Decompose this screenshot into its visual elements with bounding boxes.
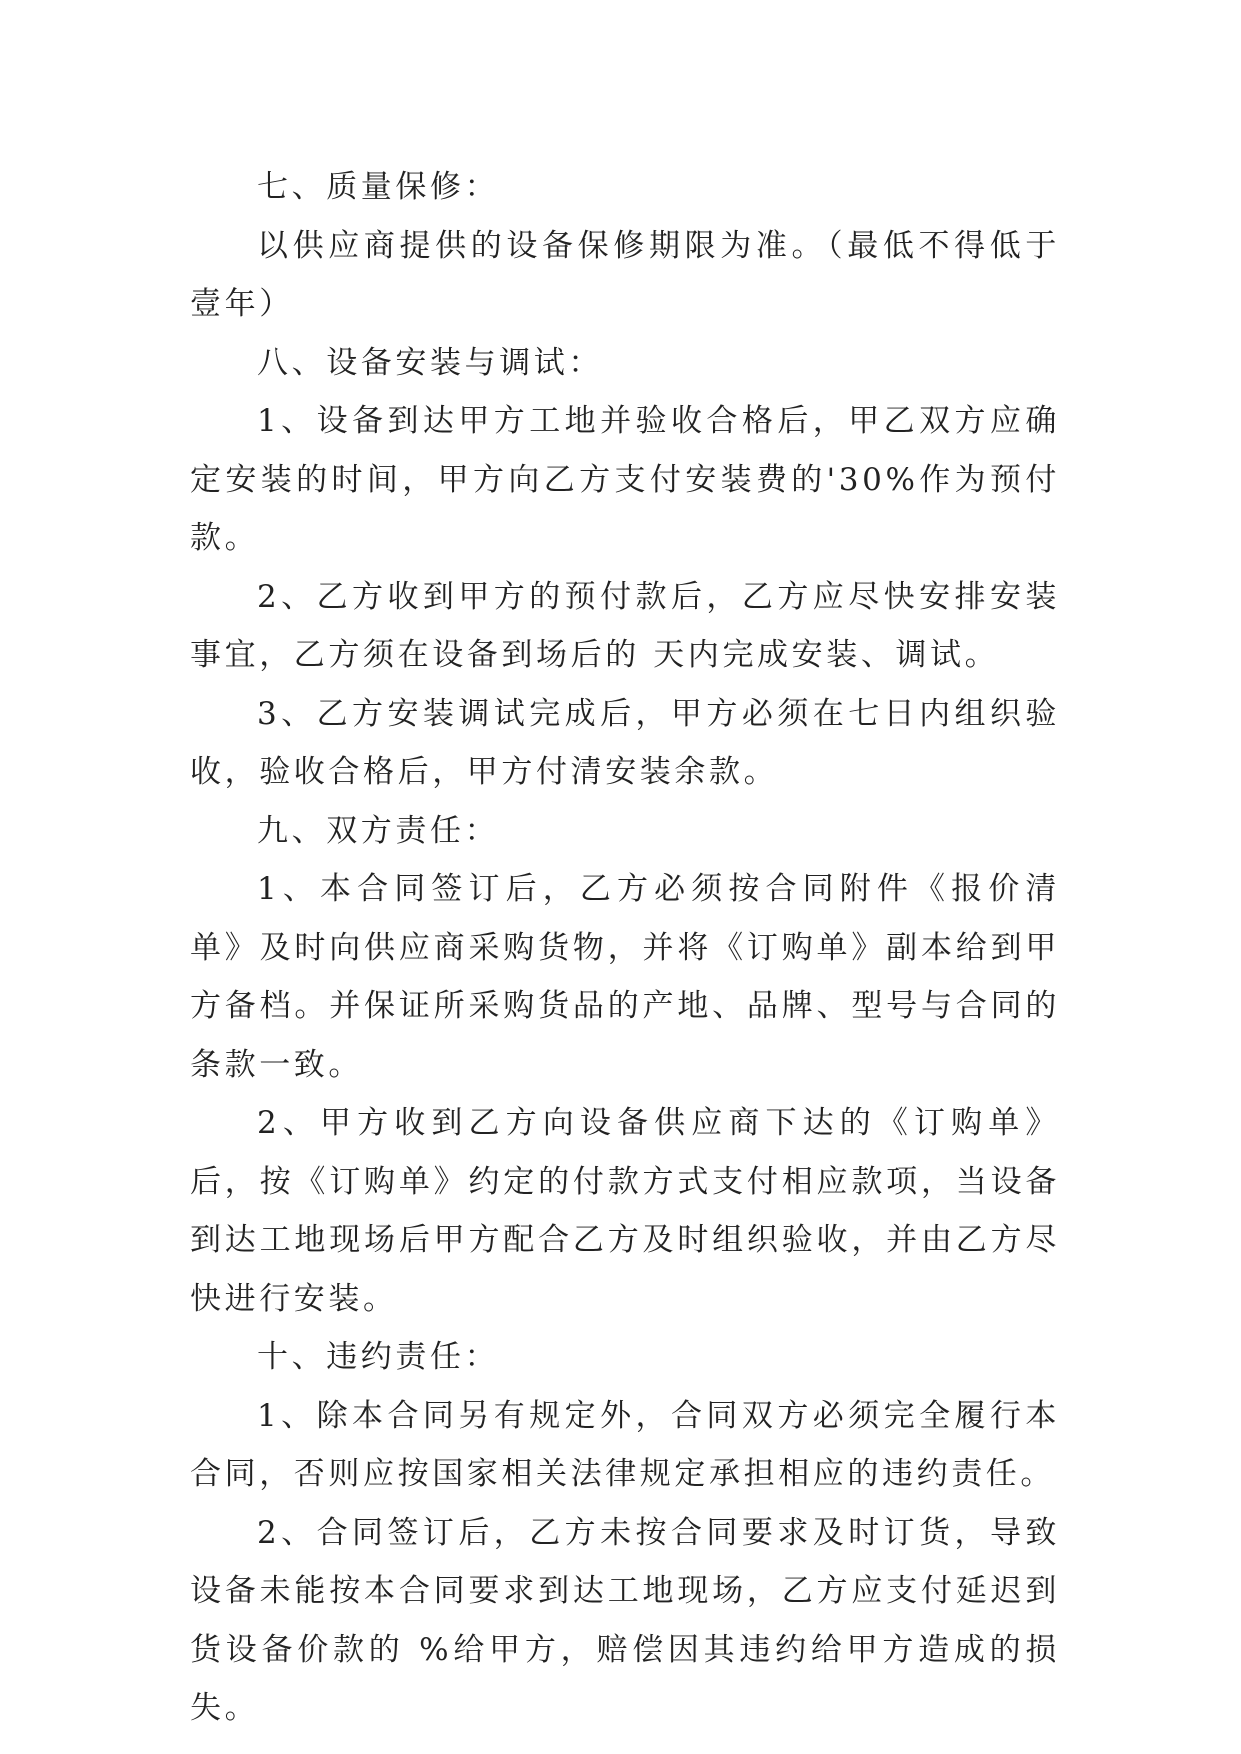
document-body (190, 158, 1060, 1738)
paragraph-responsibilities-2: 2、甲方收到乙方向设备供应商下达的《订购单》后，按《订购单》约定的付款方式支付相应款项，当设备到达工地现场后甲方配合乙方及时组织验收，并由乙方尽快进行安装。 (190, 1105, 1060, 1317)
section-heading-responsibilities: 九、双方责任： (257, 812, 500, 849)
paragraph-breach-1: 1、除本合同另有规定外，合同双方必须完全履行本合同，否则应按国家相关法律规定承担相应的违约责任。 (190, 1397, 1060, 1492)
section-heading-breach: 十、违约责任： (257, 1339, 500, 1375)
section-heading-installation: 八、设备安装与调试： (257, 344, 603, 381)
paragraph-installation-1: 1、设备到达甲方工地并验收合格后，甲乙双方应确定安装的时间，甲方向乙方支付安装费的'30%作为预付款。 (190, 403, 1060, 556)
paragraph-installation-3: 3、乙方安装调试完成后，甲方必须在七日内组织验收，验收合格后，甲方付清安装余款。 (190, 695, 1060, 790)
section-heading-quality-warranty: 七、质量保修： (257, 169, 500, 205)
paragraph-breach-2: 2、合同签订后，乙方未按合同要求及时订货，导致设备未能按本合同要求到达工地现场，乙方应支付延迟到货设备价款的 %给甲方，赔偿因其违约给甲方造成的损失。 (190, 1514, 1060, 1726)
paragraph-responsibilities-1: 1、本合同签订后，乙方必须按合同附件《报价清单》及时向供应商采购货物，并将《订购单》副本给到甲方备档。并保证所采购货品的产地、品牌、型号与合同的条款一致。 (190, 871, 1060, 1083)
paragraph-installation-2: 2、乙方收到甲方的预付款后，乙方应尽快安排安装事宜，乙方须在设备到场后的 天内完成安装、调试。 (190, 578, 1060, 673)
paragraph-warranty-terms: 以供应商提供的设备保修期限为准。（最低不得低于壹年） (190, 227, 1060, 322)
